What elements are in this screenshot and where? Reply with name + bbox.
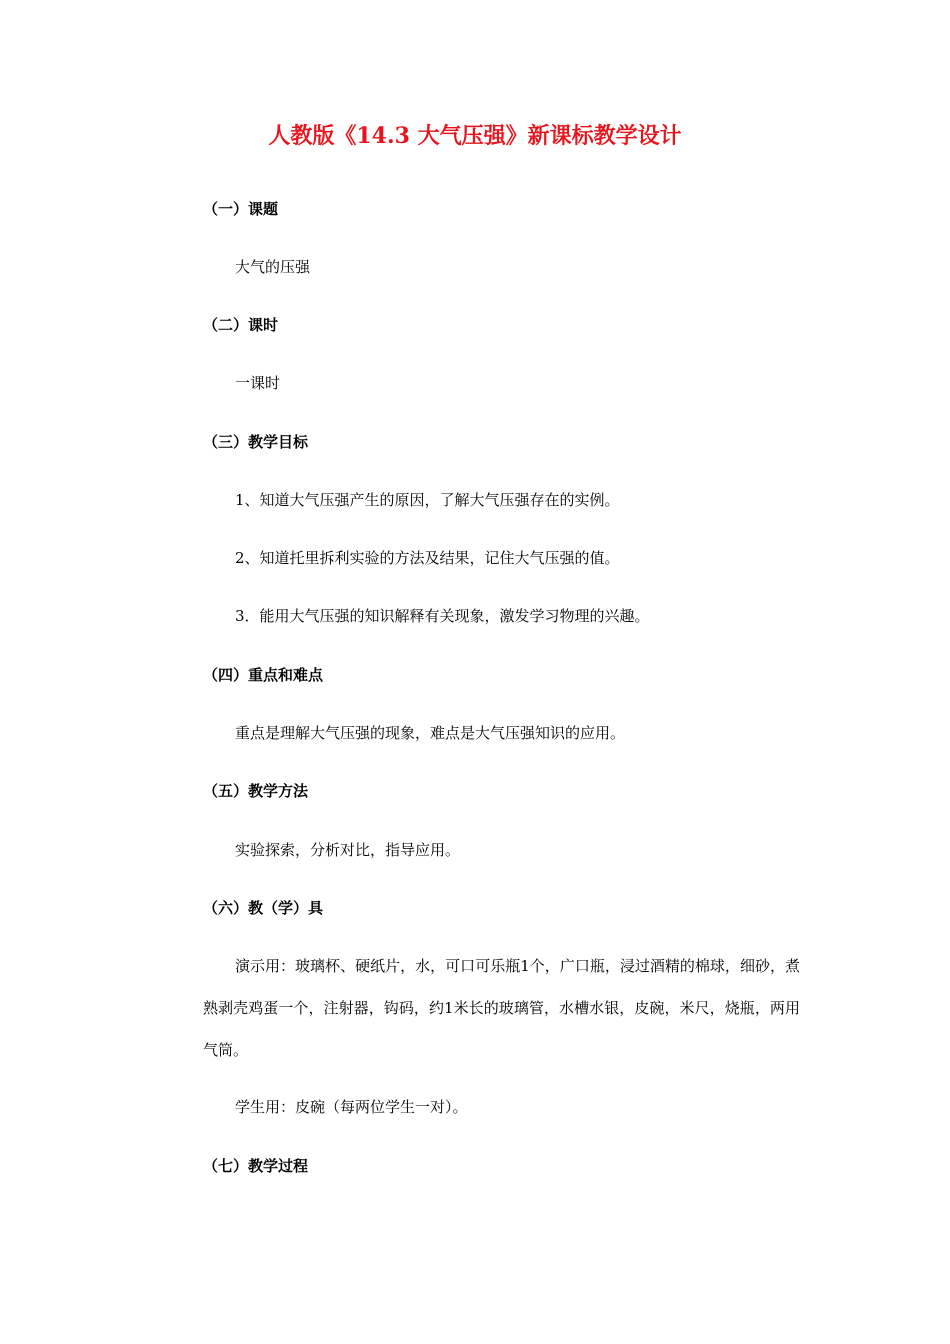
section-heading-key-points: （四）重点和难点	[203, 666, 324, 684]
objective-item-2: 2、知道托里拆利实验的方法及结果，记住大气压强的值。	[235, 549, 620, 567]
teaching-aids-demo-text: 演示用：玻璃杯、硬纸片，水，可口可乐瓶1个，广口瓶，浸过酒精的棉球，细砂，煮熟剥壳鸡蛋一个，注射器，钩码，约1米长的玻璃管，水槽水银，皮碗，米尺，烧瓶，两用气筒。	[203, 957, 800, 1059]
section-heading-topic: （一）课题	[203, 200, 279, 218]
section-heading-duration: （二）课时	[203, 316, 279, 334]
objective-item-1: 1、知道大气压强产生的原因，了解大气压强存在的实例。	[235, 491, 620, 509]
teaching-aids-student-text: 学生用：皮碗（每两位学生一对）。	[235, 1098, 468, 1116]
section-heading-teaching-aids: （六）教（学）具	[203, 899, 324, 917]
objective-item-3: 3．能用大气压强的知识解释有关现象，激发学习物理的兴趣。	[235, 607, 650, 625]
section-text-topic: 大气的压强	[235, 258, 311, 276]
section-text-methods: 实验探索，分析对比，指导应用。	[235, 841, 461, 859]
section-heading-methods: （五）教学方法	[203, 782, 309, 800]
section-text-key-points: 重点是理解大气压强的现象，难点是大气压强知识的应用。	[235, 724, 626, 742]
section-heading-objectives: （三）教学目标	[203, 433, 309, 451]
section-text-duration: 一课时	[235, 374, 281, 392]
document-title: 人教版《14.3 大气压强》新课标教学设计	[268, 123, 682, 149]
section-heading-process: （七）教学过程	[203, 1157, 309, 1175]
